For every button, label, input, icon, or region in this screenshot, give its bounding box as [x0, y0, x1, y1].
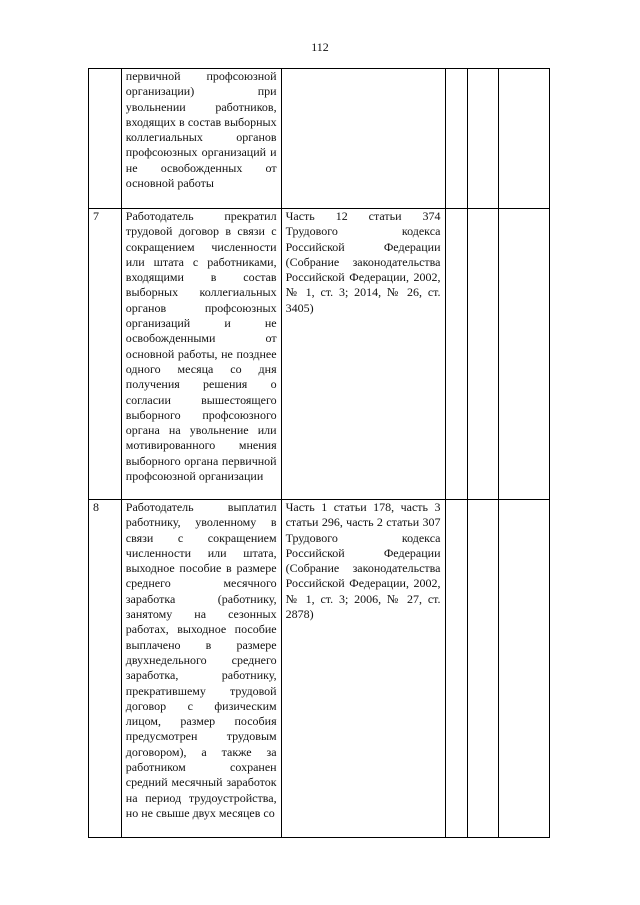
answer-na-cell	[498, 69, 549, 209]
answer-na-cell	[498, 209, 549, 500]
table-row	[89, 500, 550, 838]
answer-na-cell	[498, 500, 549, 838]
requirement-cell: первичной профсоюзной организации) при увольнении работников, входящих в состав выборных коллегиальных органов профсоюзных организаций и не освобожденных от основной работы	[121, 69, 281, 209]
answer-no-cell	[468, 69, 499, 209]
row-number-cell	[89, 69, 122, 209]
table-row	[89, 209, 550, 500]
requirement-cell: Работодатель выплатил работнику, уволенному в связи с сокращением численности или штата, выходное пособие в размере среднего месячного заработка (работнику, занятому на сезонных работах, выходное пособие выплачено в размере двухнедельного среднего заработка, работнику, прекратившему трудовой договор с физическим лицом, размер пособия предусмотрен трудовым договором), а также за работником сохранен средний месячный заработок на период трудоустройства, но не свыше двух месяцев со	[121, 500, 281, 838]
answer-yes-cell	[445, 69, 468, 209]
answer-yes-cell	[445, 209, 468, 500]
legal-reference-cell	[281, 69, 445, 209]
row-number-cell: 7	[89, 209, 122, 500]
page-number: 112	[311, 40, 329, 54]
legal-reference-cell: Часть 12 статьи 374 Трудового кодекса Российской Федерации (Собрание законодательства Российской Федерации, 2002, № 1, ст. 3; 2014, № 26, ст. 3405)	[281, 209, 445, 500]
checklist-table	[88, 68, 550, 838]
requirement-cell: Работодатель прекратил трудовой договор в связи с сокращением численности или штата с работниками, входящими в состав выборных коллегиальных органов профсоюзных организаций и не освобожденными от основной работы, не позднее одного месяца со дня получения решения о согласии вышестоящего выборного профсоюзного органа на увольнение или мотивированного мнения выборного органа первичной профсоюзной организации	[121, 209, 281, 500]
answer-no-cell	[468, 209, 499, 500]
answer-no-cell	[468, 500, 499, 838]
table-row	[89, 69, 550, 209]
row-number-cell: 8	[89, 500, 122, 838]
legal-reference-cell: Часть 1 статьи 178, часть 3 статьи 296, часть 2 статьи 307 Трудового кодекса Российской Федерации (Собрание законодательства Российской Федерации, 2002, № 1, ст. 3; 2006, № 27, ст. 2878)	[281, 500, 445, 838]
answer-yes-cell	[445, 500, 468, 838]
